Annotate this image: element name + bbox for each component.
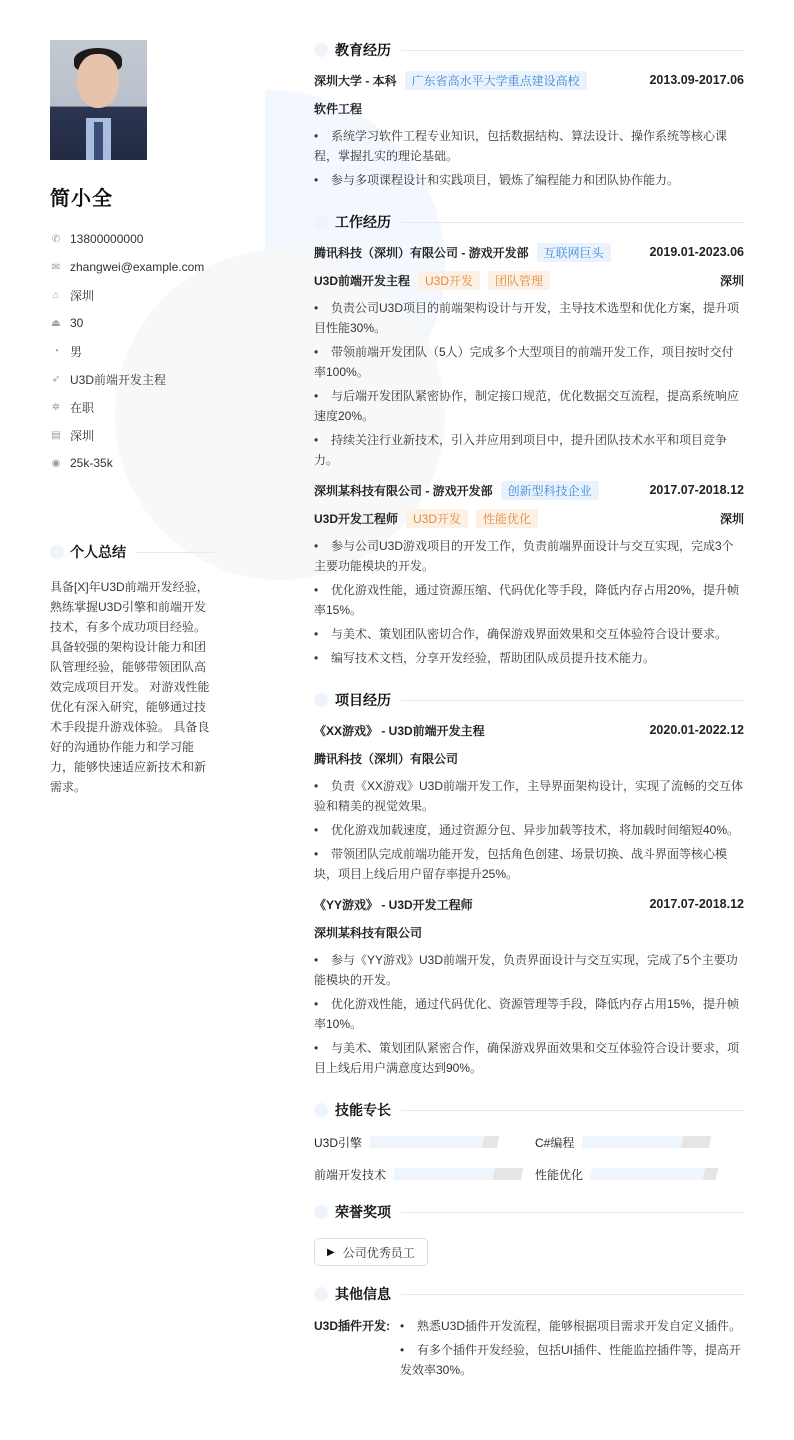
skill-bar — [590, 1168, 719, 1180]
list-item: • 系统学习软件工程专业知识，包括数据结构、算法设计、操作系统等核心课程，掌握扎实的理论基础。 — [314, 126, 744, 166]
list-item: • 与美术、策划团队紧密合作，确保游戏界面效果和交互体验符合设计要求，项目上线后用户满意度达到90%。 — [314, 1038, 744, 1078]
skill-item: 性能优化 — [535, 1164, 744, 1184]
skill-bar — [393, 1168, 524, 1180]
resume-main — [314, 40, 744, 1384]
info-age: ⏏ 30 — [51, 316, 84, 330]
info-phone: ✆ 13800000000 — [51, 232, 144, 246]
divider — [401, 1110, 744, 1111]
info-salary: ◉ 25k-35k — [51, 456, 113, 470]
building-icon: ▤ — [51, 429, 61, 441]
other-info-label: U3D插件开发: — [314, 1319, 391, 1333]
section-dot-icon — [314, 1287, 328, 1301]
skill-bar-fill — [590, 1168, 706, 1180]
company-name: 深圳某科技有限公司 - 游戏开发部 — [314, 483, 493, 498]
education-bullets — [314, 126, 744, 190]
other-heading: 其他信息 — [314, 1284, 744, 1304]
info-hometown: ⌂ 深圳 — [50, 281, 215, 309]
info-gender: ◔ 男 — [50, 337, 215, 365]
school-name: 深圳大学 - 本科 — [314, 73, 397, 88]
company-name: 腾讯科技（深圳）有限公司 - 游戏开发部 — [314, 245, 529, 260]
status-icon: ✲ — [51, 401, 61, 413]
other-info-entry — [314, 1316, 744, 1384]
list-item: • 与美术、策划团队密切合作，确保游戏界面效果和交互体验符合设计要求。 — [314, 624, 744, 644]
info-target-city: ▤ 深圳 — [51, 428, 95, 443]
project-company: 深圳某科技有限公司 — [314, 925, 423, 940]
cake-icon: ⏏ — [51, 317, 61, 329]
home-icon: ⌂ — [52, 289, 60, 301]
section-dot-icon — [314, 43, 328, 57]
avatar-photo — [50, 40, 147, 160]
project-date: 2017.07-2018.12 — [649, 897, 744, 911]
skills-grid — [314, 1132, 744, 1184]
job-entry — [314, 238, 744, 470]
skill-tag: 性能优化 — [476, 509, 538, 528]
company-tag: 创新型科技企业 — [501, 481, 599, 500]
project-date: 2020.01-2022.12 — [649, 723, 744, 737]
skill-item: 前端开发技术 — [314, 1164, 535, 1184]
summary-heading: 个人总结 — [50, 542, 215, 562]
skill-tag: 团队管理 — [488, 271, 550, 290]
skill-tag: U3D开发 — [406, 509, 468, 528]
divider — [136, 552, 215, 553]
project-entry — [314, 890, 744, 1078]
list-item: • 编写技术文档，分享开发经验，帮助团队成员提升技术能力。 — [314, 648, 744, 668]
skills-heading: 技能专长 — [314, 1100, 744, 1120]
play-triangle-icon: ▶ — [327, 1246, 335, 1258]
list-item: • 优化游戏加载速度，通过资源分包、异步加载等技术，将加载时间缩短40%。 — [314, 820, 744, 840]
skill-tag: U3D开发 — [418, 271, 480, 290]
list-item: • 参与《YY游戏》U3D前端开发，负责界面设计与交互实现，完成了5个主要功能模块的开发。 — [314, 950, 744, 990]
list-item: • 优化游戏性能，通过代码优化、资源管理等手段，降低内存占用15%，提升帧率10%。 — [314, 994, 744, 1034]
contact-info-list — [50, 225, 215, 477]
project-entry — [314, 716, 744, 884]
job-bullets — [314, 298, 744, 470]
job-date: 2017.07-2018.12 — [649, 483, 744, 497]
major: 软件工程 — [314, 101, 363, 116]
candidate-name: 简小全 — [50, 188, 113, 210]
skill-bar — [581, 1136, 712, 1148]
project-name: 《YY游戏》 - U3D开发工程师 — [314, 897, 473, 912]
job-role: U3D前端开发主程 — [314, 273, 411, 288]
job-entry — [314, 476, 744, 668]
section-dot-icon — [314, 215, 328, 229]
awards-heading: 荣誉奖项 — [314, 1202, 744, 1222]
skill-item: C#编程 — [535, 1132, 744, 1152]
education-entry — [314, 66, 744, 190]
list-item: • 参与多项课程设计和实践项目，锻炼了编程能力和团队协作能力。 — [314, 170, 744, 190]
projects-heading: 项目经历 — [314, 690, 744, 710]
info-job-status: ✲ 在职 — [51, 400, 95, 415]
job-date: 2019.01-2023.06 — [649, 245, 744, 259]
section-dot-icon — [314, 693, 328, 707]
other-info-bullets — [314, 1316, 744, 1384]
list-item: • 与后端开发团队紧密协作，制定接口规范，优化数据交互流程，提高系统响应速度20%。 — [314, 386, 744, 426]
skill-bar-fill — [581, 1136, 683, 1148]
job-bullets — [314, 536, 744, 668]
education-heading: 教育经历 — [314, 40, 744, 60]
education-date: 2013.09-2017.06 — [649, 73, 744, 87]
divider — [401, 222, 744, 223]
info-target-position: ➶ U3D前端开发主程 — [51, 372, 167, 387]
section-dot-icon — [50, 545, 64, 559]
project-bullets — [314, 950, 744, 1078]
list-item: • 优化游戏性能，通过资源压缩、代码优化等手段，降低内存占用20%，提升帧率15%。 — [314, 580, 744, 620]
skill-bar — [369, 1136, 500, 1148]
divider — [401, 1212, 744, 1213]
project-bullets — [314, 776, 744, 884]
section-dot-icon — [314, 1205, 328, 1219]
list-item: • 有多个插件开发经验，包括UI插件、性能监控插件等，提高开发效率30%。 — [400, 1340, 744, 1380]
list-item: • 带领前端开发团队（5人）完成多个大型项目的前端开发工作，项目按时交付率100%。 — [314, 342, 744, 382]
award-item-toggle[interactable]: ▶ 公司优秀员工 — [314, 1238, 428, 1266]
list-item: • 负责《XX游戏》U3D前端开发工作，主导界面架构设计，实现了流畅的交互体验和精美的视觉效果。 — [314, 776, 744, 816]
skill-bar-fill — [393, 1168, 495, 1180]
job-city: 深圳 — [719, 511, 744, 526]
company-tag: 互联网巨头 — [537, 243, 611, 262]
mail-icon: ✉ — [51, 261, 61, 273]
skill-bar-fill — [369, 1136, 484, 1148]
list-item: • 持续关注行业新技术，引入并应用到项目中，提升团队技术水平和项目竞争力。 — [314, 430, 744, 470]
info-email: ✉ zhangwei@example.com — [51, 260, 205, 274]
skill-item: U3D引擎 — [314, 1132, 535, 1152]
job-role: U3D开发工程师 — [314, 511, 399, 526]
divider — [401, 50, 744, 51]
divider — [401, 700, 744, 701]
profile-sidebar — [50, 40, 215, 477]
send-icon: ➶ — [51, 373, 61, 385]
list-item: • 参与公司U3D游戏项目的开发工作，负责前端界面设计与交互实现，完成3个主要功能模块的开发。 — [314, 536, 744, 576]
project-company: 腾讯科技（深圳）有限公司 — [314, 751, 459, 766]
section-dot-icon — [314, 1103, 328, 1117]
school-tag: 广东省高水平大学重点建设高校 — [405, 71, 587, 90]
list-item: • 熟悉U3D插件开发流程，能够根据项目需求开发自定义插件。 — [400, 1316, 744, 1336]
salary-icon: ◉ — [51, 457, 61, 469]
divider — [401, 1294, 744, 1295]
project-name: 《XX游戏》 - U3D前端开发主程 — [314, 723, 485, 738]
job-city: 深圳 — [719, 273, 744, 288]
phone-icon: ✆ — [51, 233, 61, 245]
list-item: • 负责公司U3D项目的前端架构设计与开发，主导技术选型和优化方案，提升项目性能30%。 — [314, 298, 744, 338]
list-item: • 带领团队完成前端功能开发，包括角色创建、场景切换、战斗界面等核心模块，项目上线后用户留存率提升25%。 — [314, 844, 744, 884]
summary-text: 具备[X]年U3D前端开发经验，熟练掌握U3D引擎和前端开发技术，有多个成功项目经验。具备较强的架构设计能力和团队管理经验，能够带领团队高效完成项目开发。 对游戏性能优化有深入研究，能够通过技术手段提升游戏体验。 具备良好的沟通协作能力和学习能力，能够快速适应新技术和新需求。 — [50, 580, 210, 794]
work-heading: 工作经历 — [314, 212, 744, 232]
gender-icon: ◔ — [52, 345, 60, 357]
